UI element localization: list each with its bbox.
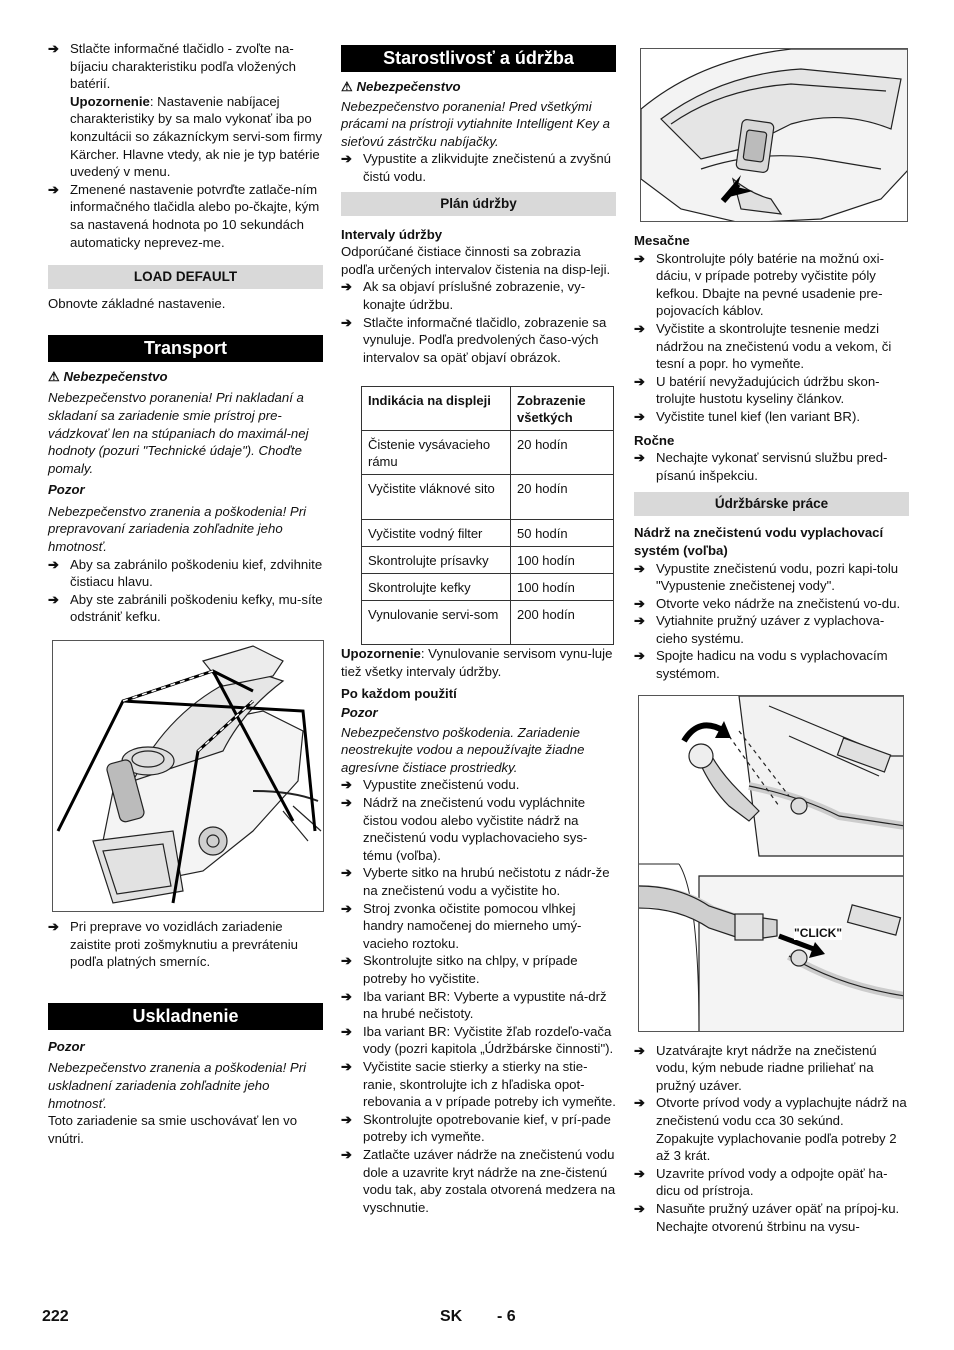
table-cell: Skontrolujte kefky (362, 574, 511, 601)
tank-lid-illustration (640, 48, 908, 222)
arrow-icon: ➔ (341, 314, 353, 330)
after-use-heading: Po každom použití (341, 685, 457, 701)
warning-triangle-icon: ⚠ (48, 368, 60, 384)
list-item: ➔ Zatlačte uzáver nádrže na znečistenú vodu dole a uzavrite kryt nádrže na zne-čistenú vodu tak, aby zostala otvorená medzera na vyschnutie. (341, 1146, 616, 1215)
yearly-heading: Ročne (634, 432, 675, 448)
arrow-icon: ➔ (634, 1201, 646, 1216)
list-item: ➔ Uzavrite prívod vody a odpojte opäť ha-dicu od prístroja. (634, 1165, 888, 1199)
list-item: ➔ Stlačte informačné tlačidlo, zobrazenie sa vynuluje. Podľa predvolených časo-vých intervalov sa opäť objaví obrázok. (341, 314, 607, 365)
danger-label: ⚠ Nebezpečenstvo (48, 368, 168, 384)
arrow-icon: ➔ (341, 988, 353, 1004)
caution-text: Nebezpečenstvo zranenia a poškodenia! Pri uskladnení zariadenia zohľadnite jeho hmotnosť. (48, 1060, 307, 1111)
flush-system-illustration (639, 696, 904, 1032)
arrow-icon: ➔ (48, 181, 60, 197)
table-cell: 20 hodín (511, 431, 614, 475)
note-paragraph: Upozornenie: Nastavenie nabíjacej charakteristiky by sa malo vykonať iba po konzultácii so zákazníckym servi-som firmy Kärcher. Hlavne vtedy, ak nie je typ batérie uvedený v menu. (70, 93, 323, 180)
page-number: 222 (42, 1308, 69, 1325)
list-item: ➔ U batérií nevyžadujúcich údržbu skon-trolujte hustotu kyseliny článkov. (634, 373, 880, 407)
table-cell: 100 hodín (511, 574, 614, 601)
caution-label: Pozor (48, 482, 85, 498)
table-row (362, 574, 614, 601)
note-paragraph: Upozornenie: Vynulovanie servisom vynu-luje tiež všetky intervaly údržby. (341, 646, 613, 679)
arrow-icon: ➔ (341, 1023, 353, 1039)
caution-text: Nebezpečenstvo poškodenia. Zariadenie neostrekujte vodou a nepoužívajte žiadne agresívne čistiace prostriedky. (341, 724, 585, 775)
list-item: ➔ Iba variant BR: Vyčistite žľab rozdeľo-vača vody (pozri kapitola „Údržbárske činnosti"). (341, 1023, 614, 1057)
arrow-icon: ➔ (48, 556, 60, 572)
list-item: ➔ Vypustite znečistenú vodu. (341, 777, 520, 793)
arrow-icon: ➔ (634, 1165, 646, 1181)
table-header-row (362, 387, 614, 431)
repeat-text: Zopakujte vyplachovanie podľa potreby 2 až 3 krát. (656, 1130, 897, 1164)
table-cell: 200 hodín (511, 601, 614, 645)
arrow-icon: ➔ (48, 41, 60, 56)
list-item: ➔ Vyčistite sacie stierky a stierky na stie-ranie, skontrolujte ich z hľadiska opot-rebovania a v prípade potreby ich vymeňte. (341, 1058, 616, 1110)
intervals-heading: Intervaly údržby (341, 226, 443, 242)
table-cell: Vynulovanie servi-som (362, 601, 511, 645)
column-right (634, 48, 909, 1235)
arrow-icon: ➔ (341, 953, 353, 969)
caution-label: Pozor (341, 705, 378, 721)
list-item: ➔ Nechajte vykonať servisnú službu pred-písanú inšpekciu. (634, 450, 888, 483)
intervals-text: Odporúčané čistiace činnosti sa zobrazia podľa určených intervalov čistenia na disp-leji. (341, 244, 611, 277)
list-item: ➔ Uzatvárajte kryt nádrže na znečistenú vodu, kým nebude riadne priliehať na pružný uzáver. (634, 1042, 877, 1093)
list-item: ➔ Aby ste zabránili poškodeniu kefky, mu-síte odstrániť kefku. (48, 591, 323, 625)
sub-page-number: - 6 (497, 1308, 516, 1325)
tank-flush-heading: Nádrž na znečistenú vodu vyplachovací systém (voľba) (634, 525, 884, 558)
table-cell: Skontrolujte prísavky (362, 547, 511, 574)
arrow-icon: ➔ (634, 1095, 646, 1111)
arrow-icon: ➔ (341, 900, 353, 916)
arrow-icon: ➔ (634, 408, 646, 424)
list-item: ➔ Aby sa zabránilo poškodeniu kief, zdvihnite čistiacu hlavu. (48, 556, 323, 590)
click-label: "CLICK" (794, 925, 843, 940)
arrow-icon: ➔ (341, 865, 353, 881)
list-item: ➔ Vyberte sitko na hrubú nečistotu z nádr-že na znečistenú vodu a vyčistite ho. (341, 865, 610, 899)
storage-text: Toto zariadenie sa smie uschovávať len vo vnútri. (48, 1113, 298, 1146)
danger-text: Nebezpečenstvo poranenia! Pri nakladaní a skladaní sa zariadenie smie prístroj pre-vádzkovať len na stúpaniach do maximál-nej hodnoty (pozuri "Technické údaje"). Choďte pomaly. (48, 390, 309, 476)
list-item: ➔ Vyčistite a skontrolujte tesnenie medzi nádržou na znečistenú vodu a vekom, či tesní a popr. ho vymeňte. (634, 320, 892, 372)
list-item: ➔ Pri preprave vo vozidlách zariadenie zaistite proti zošmyknutiu a prevráteniu podľa platných smerníc. (48, 919, 298, 970)
list-item: ➔ Otvorte veko nádrže na znečistenú vo-du. (634, 595, 901, 611)
arrow-icon: ➔ (634, 595, 646, 611)
table-cell: 20 hodín (511, 475, 614, 520)
arrow-icon: ➔ (634, 320, 646, 336)
table-header-cell: Indikácia na displeji (362, 387, 511, 431)
arrow-icon: ➔ (48, 919, 60, 935)
column-middle (341, 45, 616, 1216)
list-item: ➔ Vytiahnite pružný uzáver z vyplachova-cieho systému. (634, 613, 885, 646)
transport-tiedown-illustration (52, 640, 324, 912)
arrow-icon: ➔ (634, 1042, 646, 1058)
list-item: ➔ Nasuňte pružný uzáver opäť na prípoj-ku. Nechajte otvorenú štrbinu na vysu- (634, 1201, 900, 1234)
arrow-icon: ➔ (341, 1111, 353, 1127)
maintenance-table (361, 386, 614, 645)
list-item: ➔ Skontrolujte sitko na chlpy, v prípade potreby ho vyčistite. (341, 953, 578, 986)
list-item: ➔ Vypustite a zlikvidujte znečistenú a zvyšnú čistú vodu. (341, 151, 611, 184)
list-item: ➔ Vyčistite tunel kief (len variant BR). (634, 408, 860, 424)
monthly-heading: Mesačne (634, 233, 690, 248)
table-cell: Čistenie vysávacieho rámu (362, 431, 511, 475)
danger-label: ⚠ Nebezpečenstvo (341, 79, 461, 94)
machine-strapped-illustration (53, 641, 324, 912)
arrow-icon: ➔ (634, 560, 646, 576)
list-item: ➔ Skontrolujte póly batérie na možnú oxi-dáciu, v prípade potreby vyčistite póly kefkou. Dbajte na pevné usadenie pre-pojovacích káblov. (634, 250, 884, 319)
list-item: ➔ Vypustite znečistenú vodu, pozri kapi-tolu "Vypustenie znečistenej vody". (634, 560, 899, 594)
table-row (362, 475, 614, 520)
table-row (362, 520, 614, 547)
caution-label: Pozor (48, 1038, 85, 1054)
arrow-icon: ➔ (634, 450, 646, 466)
list-item: ➔ Spojte hadicu na vodu s vyplachovacím systémom. (634, 648, 888, 682)
caution-text: Nebezpečenstvo zranenia a poškodenia! Pri prepravovaní zariadenia zohľadnite jeho hmotnosť. (48, 503, 307, 555)
list-item: ➔ Ak sa objaví príslušné zobrazenie, vy-konajte údržbu. (341, 279, 586, 312)
load-default-heading: LOAD DEFAULT (48, 265, 323, 289)
tank-closure-illustration (641, 49, 908, 222)
list-item: ➔ Zmenené nastavenie potvrďte zatlače-ním informačného tlačidla alebo po-čkajte, kým sa nastavená hodnota po 10 sekundách automaticky neprevez-me. (48, 181, 320, 250)
language-code: SK (440, 1308, 463, 1325)
table-cell: Vyčistite vodný filter (362, 520, 511, 547)
maintenance-plan-heading: Plán údržby (341, 192, 616, 216)
column-left (48, 40, 323, 1147)
care-maintenance-heading: Starostlivosť a údržba (341, 45, 616, 72)
arrow-icon: ➔ (634, 648, 646, 664)
table-row (362, 547, 614, 574)
list-item: ➔ Stlačte informačné tlačidlo - zvoľte na-bíjaciu charakteristiku podľa vložených batérií. (48, 41, 296, 92)
arrow-icon: ➔ (341, 1146, 353, 1162)
warning-triangle-icon: ⚠ (341, 79, 353, 94)
list-item: ➔ Otvorte prívod vody a vyplachujte nádrž na znečistenú vodu cca 30 sekúnd. (634, 1095, 907, 1129)
table-row (362, 601, 614, 645)
transport-heading: Transport (48, 335, 323, 362)
list-item: ➔ Stroj zvonka očistite pomocou vlhkej handry namočenej do mierneho umý-vacieho roztoku. (341, 900, 582, 951)
table-cell: 50 hodín (511, 520, 614, 547)
table-cell: Vyčistite vláknové sito (362, 475, 511, 520)
list-item: ➔ Iba variant BR: Vyberte a vypustite ná-drž na hrubé nečistoty. (341, 988, 607, 1022)
hose-connection-illustration (638, 695, 904, 1032)
load-default-text: Obnovte základné nastavenie. (48, 296, 226, 312)
storage-heading: Uskladnenie (48, 1003, 323, 1030)
arrow-icon: ➔ (634, 373, 646, 389)
arrow-icon: ➔ (341, 795, 353, 811)
maintenance-works-heading: Údržbárske práce (634, 492, 909, 516)
arrow-icon: ➔ (48, 591, 60, 607)
arrow-icon: ➔ (341, 777, 353, 793)
table-cell: 100 hodín (511, 547, 614, 574)
arrow-icon: ➔ (341, 151, 353, 167)
arrow-icon: ➔ (341, 1058, 353, 1074)
table-row (362, 431, 614, 475)
list-item: ➔ Skontrolujte opotrebovanie kief, v prí-pade potreby ich vymeňte. (341, 1111, 611, 1145)
arrow-icon: ➔ (341, 279, 353, 295)
arrow-icon: ➔ (634, 250, 646, 266)
danger-text: Nebezpečenstvo poranenia! Pred všetkými prácami na prístroji vytiahnite Intelligent Key a sieťovú zástrčku nabíjačky. (341, 98, 611, 149)
table-header-cell: Zobrazenie všetkých (511, 387, 614, 431)
arrow-icon: ➔ (634, 613, 646, 629)
list-item: ➔ Nádrž na znečistenú vodu vypláchnite čistou vodou alebo vyčistite nádrž na znečistenú vodu vyplachovacieho sys-tému (voľba). (341, 795, 588, 863)
